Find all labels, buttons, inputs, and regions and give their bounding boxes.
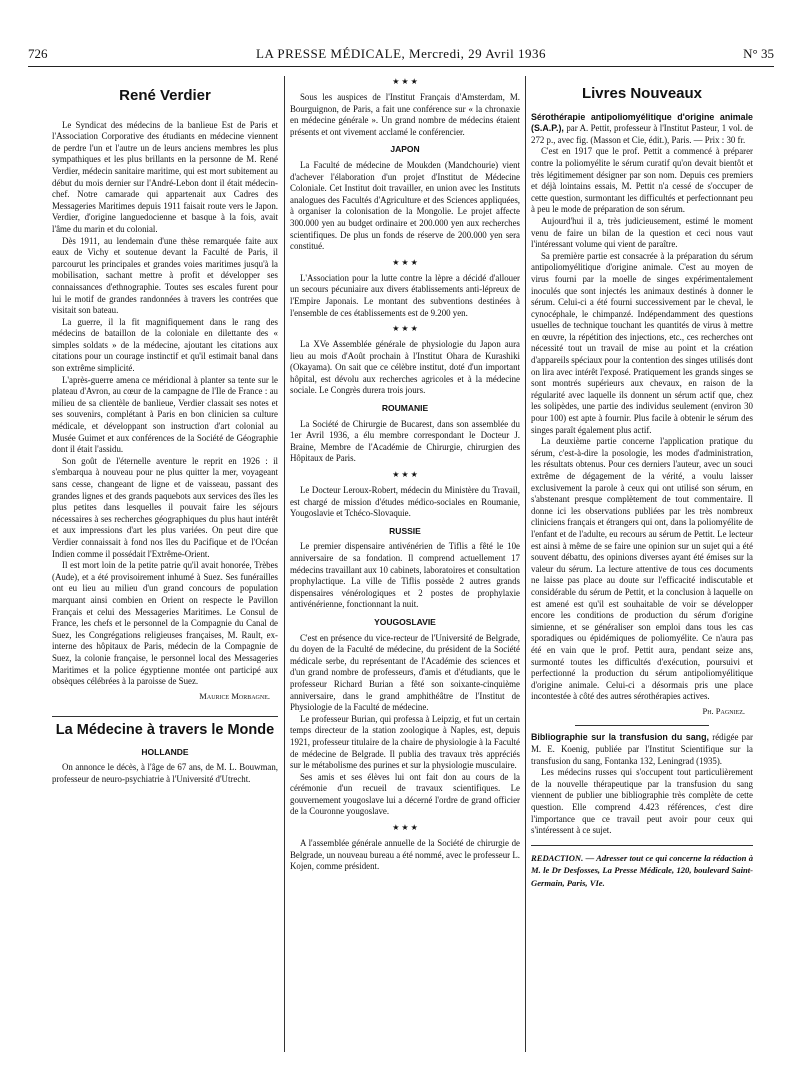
page-header [28, 44, 774, 67]
paragraph: L'après-guerre amena ce méridional à planter sa tente sur le plateau d'Avron, au cœur de la campagne de l'Ile de France : au milieu de sa clientèle de banlieue, Verdier classait ses notes et ses souvenirs, complétant à Paris en bon clinicien sa culture médicale, et développant son instruction d'art colonial au Musée Guimet et aux conférences de la Société de Géographie dont il était l'assidu. [52, 374, 278, 455]
paragraph: La deuxième partie concerne l'application pratique du sérum, c'est-à-dire la posologie, les modes d'administration, les résultats obtenus. Pour ces derniers l'auteur, avec un souci extrême de dégagement de la vérité, a voulu laisser exclusivement la parole à ceux qui ont utilisé son sérum, en s'abstenant presque complètement de tout commentaire. Il donne ici les observations publiées par les très nombreux cliniciens français et étrangers qui ont, dans la poliomyélite de l'enfant et de l'adulte, eu recours au sérum de Pettit. Le lecteur est ainsi à même de se faire une opinion sur un sujet qui a été souvent débattu, des opinions diverses ayant été émises sur la valeur du sérum. La lecture attentive de tous ces documents ne laisse pas place au doute sur l'efficacité indiscutable et considérable du sérum de Pettit, et la conclusion à laquelle on est amené est qu'il est souhaitable de voir se développer encore les conditions de production du sérum d'origine simienne, et se généraliser son emploi dans tous les cas sporadiques ou épidémiques de poliomyélite. Ce n'aura pas été en vain que le prof. Pettit aura, pendant seize ans, surmonté toutes les difficultés d'exécution, poursuivi et perfectionné la production du sérum antipoliomyélitique d'origine animale. Celui-ci a désormais pris une place incontestée à côté des autres sérothérapies actives. [531, 436, 753, 702]
country-heading-roumanie: ROUMANIE [381, 403, 429, 414]
paragraph: Sous les auspices de l'Institut Français d'Amsterdam, M. Bourguignon, de Paris, a fait une conférence sur « la chronaxie en médecine générale ». Un grand nombre de médecins étaient présents et ont vivement acclamé le conférencier. [290, 92, 520, 137]
signature: Ph. Pagniez. [702, 705, 745, 716]
page-number: 726 [28, 46, 48, 61]
section-title-verdier: René Verdier [119, 87, 211, 104]
journal-title: LA PRESSE MÉDICALE, Mercredi, 29 Avril 1936 [256, 46, 546, 61]
book-reference: par A. Pettit, professeur à l'Institut Pasteur, 1 vol. de 272 p., avec fig. (Masson et Cie, édit.), Paris. — Prix : 30 fr. [531, 123, 753, 145]
paragraph: La Faculté de médecine de Moukden (Mandchourie) vient d'achever l'élaboration d'un projet d'Institut de Médecine Coloniale. Cet Institut doit travailler, en union avec les Instituts analogues des Facultés d'Agriculture et des Sciences appliquées, à organiser la colonisation de la Mongolie. Le projet affecte 300.000 yen au budget ordinaire et 200.000 yen aux recherches scientifiques. De plus un fonds de réserve de 200.000 yen sera constitué. [290, 159, 520, 252]
paragraph: Le Docteur Leroux-Robert, médecin du Ministère du Travail, est chargé de mission d'études médico-sociales en Roumanie, Yougoslavie et Tchéco-Slovaquie. [290, 485, 520, 519]
country-heading-hollande: HOLLANDE [141, 746, 189, 757]
paragraph: Le premier dispensaire antivénérien de Tiflis a fêté le 10e anniversaire de sa fondation. Il comprend actuellement 17 médecins travaillant aux 10 cabinets, laboratoires et consultation prophylactique. La ville de Tiflis possède 2 autres grands dispensaires vénérologiques et 2 postes de prophylaxie antivénérienne, fonctionnant la nuit. [290, 541, 520, 610]
asterism: ★ ★ ★ [392, 823, 418, 833]
book-entry-2 [531, 732, 753, 767]
paragraph: Les médecins russes qui s'occupent tout particulièrement de la nouvelle thérapeutique par la transfusion du sang viennent de publier une bibliographie très complète de cette question. Elle comprend 4.423 références, c'est dire l'importance que ce travail peut avoir pour ceux qui s'intéressent à ce sujet. [531, 767, 753, 836]
issue-number: N° 35 [743, 46, 774, 61]
paragraph: La Société de Chirurgie de Bucarest, dans son assemblée du 1er Avril 1936, a élu membre correspondant le Docteur J. Braine, Membre de l'Académie de Chirurgie, chirurgien des Hôpitaux de Paris. [290, 418, 520, 464]
column-1 [52, 76, 278, 1056]
redaction-notice: REDACTION. — Adresser tout ce qui concerne la rédaction à M. le Dr Desfosses, La Presse Médicale, 120, boulevard Saint-Germain, Paris, VIe. [531, 852, 753, 888]
column-2 [290, 76, 520, 1056]
paragraph: La XVe Assemblée générale de physiologie du Japon aura lieu au mois d'Août prochain à l'Institut Ohara de Kurashiki (Okayama). On sait que ce célèbre institut, doté d'un important hôpital, est dévolu aux recherches agricoles et à la médecine sociale. Le Congrès durera trois jours. [290, 339, 520, 396]
section-title-livres: Livres Nouveaux [581, 85, 703, 102]
paragraph: La guerre, il la fit magnifiquement dans le rang des médecins de bataillon de la coloniale en dilettante des « simples soldats » de la médecine, ajoutant les citations aux citations pour un courage instinctif et qu'il estimait banal dans son extrême simplicité. [52, 316, 278, 374]
section-title-medecine-monde: La Médecine à travers le Monde [55, 722, 275, 739]
paragraph: Ses amis et ses élèves lui ont fait don au cours de la cérémonie d'un recueil de travaux scientifiques. Le gouvernement yougoslave lui a décerné l'ordre de grand officier de la Couronne yougoslave. [290, 771, 520, 817]
paragraph: C'est en présence du vice-recteur de l'Université de Belgrade, du doyen de la Faculté de médecine, du président de la Société médicale serbe, du représentant de l'Académie des sciences et d'un grand nombre de professeurs, d'amis et d'étudiants, que le professeur Richard Burian a fêté son soixante-cinquième anniversaire, dans le grand amphithéâtre de l'Institut de Physiologie de la Faculté de médecine. [290, 632, 520, 713]
paragraph: C'est en 1917 que le prof. Pettit a commencé à préparer contre la poliomyélite le sérum curatif qu'on devait bientôt et très légitimement désigner par son nom. Depuis ces premiers et déjà lointains essais, M. Pettit n'a cessé de s'occuper de cette question, surmontant les difficultés et perfectionnant peu à peu le mode de préparation de son sérum. [531, 146, 753, 215]
asterism: ★ ★ ★ [392, 77, 418, 86]
divider [575, 725, 708, 726]
book-title: Sérothérapie antipoliomyélitique d'origine animale (S.A.P.), [531, 111, 753, 134]
country-heading-russie: RUSSIE [389, 525, 421, 536]
country-heading-yougoslavie: YOUGOSLAVIE [374, 616, 436, 627]
asterism: ★ ★ ★ [392, 470, 418, 480]
paragraph: Dès 1911, au lendemain d'une thèse remarquée faite aux eaux de Vichy et soutenue devant la Faculté de Paris, il parcourut les principales et grandes voies maritimes jusqu'à la mobilisation, sachant mettre à profit et développer ses connaissances d'ethnographie. Toutes ses escales furent pour lui le motif de grandes randonnées à travers les contrées que visitait son bateau. [52, 235, 278, 316]
column-rule [525, 76, 526, 1052]
book-title: Bibliographie sur la transfusion du sang, [531, 732, 709, 743]
book-entry-1 [531, 112, 753, 147]
paragraph: Sa première partie est consacrée à la préparation du sérum antipoliomyélitique d'origine animale. C'est au moyen de virus fourni par la moelle de singes expérimentalement inoculés que sont injectés les animaux destinés à donner le sérum. Celui-ci a été fourni successivement par le cheval, le cynocéphale, le chimpanzé. Indépendamment des questions usuelles de technique touchant les quantités de virus à mettre en œuvre, la répétition des injections, etc., ces recherches ont nécessité tout un travail de mise au point et la création d'appareils spéciaux pour la contention des singes utilisés dont on lira avec intérêt l'exposé. Pratiquement les grands singes se sont montrés supérieurs aux chevaux, en raison de la régularité avec laquelle ils donnent un sérum actif que, chez les solipèdes, une partie des individus seulement (environ 30 pour 100) est apte à fournir. Plus facile à obtenir le sérum des singes paraît également plus actif. [531, 250, 753, 435]
column-rule [284, 76, 285, 1052]
paragraph: Aujourd'hui il a, très judicieusement, estimé le moment venu de faire un bilan de la question et ceci nous vaut l'intéressant volume qui vient de paraître. [531, 215, 753, 250]
paragraph: Le professeur Burian, qui professa à Leipzig, et fut un certain temps directeur de la station zoologique à Naples, est, depuis 1921, professeur titulaire de la chaire de physiologie à la Faculté de médecine de Belgrade. Il publia des travaux très appréciés sur le métabolisme des purines et sur la physiologie musculaire. [290, 713, 520, 771]
asterism: ★ ★ ★ [392, 257, 418, 267]
divider [52, 716, 278, 717]
signature: Maurice Morbagne. [199, 690, 270, 701]
country-heading-japon: JAPON [390, 144, 420, 155]
paragraph: A l'assemblée générale annuelle de la Société de chirurgie de Belgrade, un nouveau bureau a été nommé, avec le professeur L. Kojen, comme président. [290, 838, 520, 872]
asterism: ★ ★ ★ [392, 324, 418, 334]
paragraph: Son goût de l'éternelle aventure le reprit en 1926 : il s'embarqua à nouveau pour ne plus quitter la mer, voyageant sans cesse, changeant de ligne et de vaisseau, passant des grandes lignes et des grands paquebots aux services des îles les plus petites dans lesquelles il pouvait faire les séjours nécessaires à ses recherches géographiques du plus haut intérêt et aux impressions d'art les plus variées. On peut dire que Verdier connaissait à fond nos îles du Pacifique et de l'Océan Indien comme il possédait l'Extrême-Orient. [52, 455, 278, 559]
divider [531, 845, 753, 846]
book-reference: rédigée par M. E. Koenig, publiée par l'Institut Scientifique sur la transfusion du sang, Fontanka 132, Leningrad (1935). [531, 732, 753, 766]
column-3 [531, 76, 753, 1056]
paragraph: On annonce le décès, à l'âge de 67 ans, de M. L. Bouwman, professeur de neuro-psychiatrie à l'Université d'Utrecht. [52, 762, 278, 785]
paragraph: Le Syndicat des médecins de la banlieue Est de Paris et l'Association Corporative des étudiants en médecine viennent de perdre l'un et l'autre un de leurs anciens membres les plus sympathiques et les plus brillants en la personne de M. René Verdier, médecin sanitaire maritime, qui est mort subitement au début du mois dernier sur l'André-Lebon dont il était médecin-chef. Notre camarade qui appartenait aux Cadres des Messageries Maritimes depuis 1911 faisait route vers le Japon. Verdier, d'origine languedocienne et basque à la fois, avait l'âme du marin et du colonial. [52, 119, 278, 234]
paragraph: L'Association pour la lutte contre la lèpre a décidé d'allouer un secours pécuniaire aux divers établissements anti-lépreux de l'Empire Japonais. Le montant des subventions destinées à l'ensemble de ces établissements est de 9.200 yen. [290, 272, 520, 318]
paragraph: Il est mort loin de la petite patrie qu'il avait honorée, Trèbes (Aude), et a été provisoirement inhumé à Suez. Ses funérailles ont eu lieu au milieu d'un grand concours de population marquant ainsi combien en Orient on respecte le Pavillon Français et celui des Messageries Maritimes. Le Consul de France, les chefs et le personnel de la Compagnie du Canal de Suez, les Congrégations religieuses françaises, M. Rault, ex-interne des hôpitaux de Paris, médecin de la Compagnie de Suez, la colonie française, le personnel local des Messageries Maritimes et la police égyptienne montée ont participé aux obsèques célébrées à la paroisse de Suez. [52, 560, 278, 687]
